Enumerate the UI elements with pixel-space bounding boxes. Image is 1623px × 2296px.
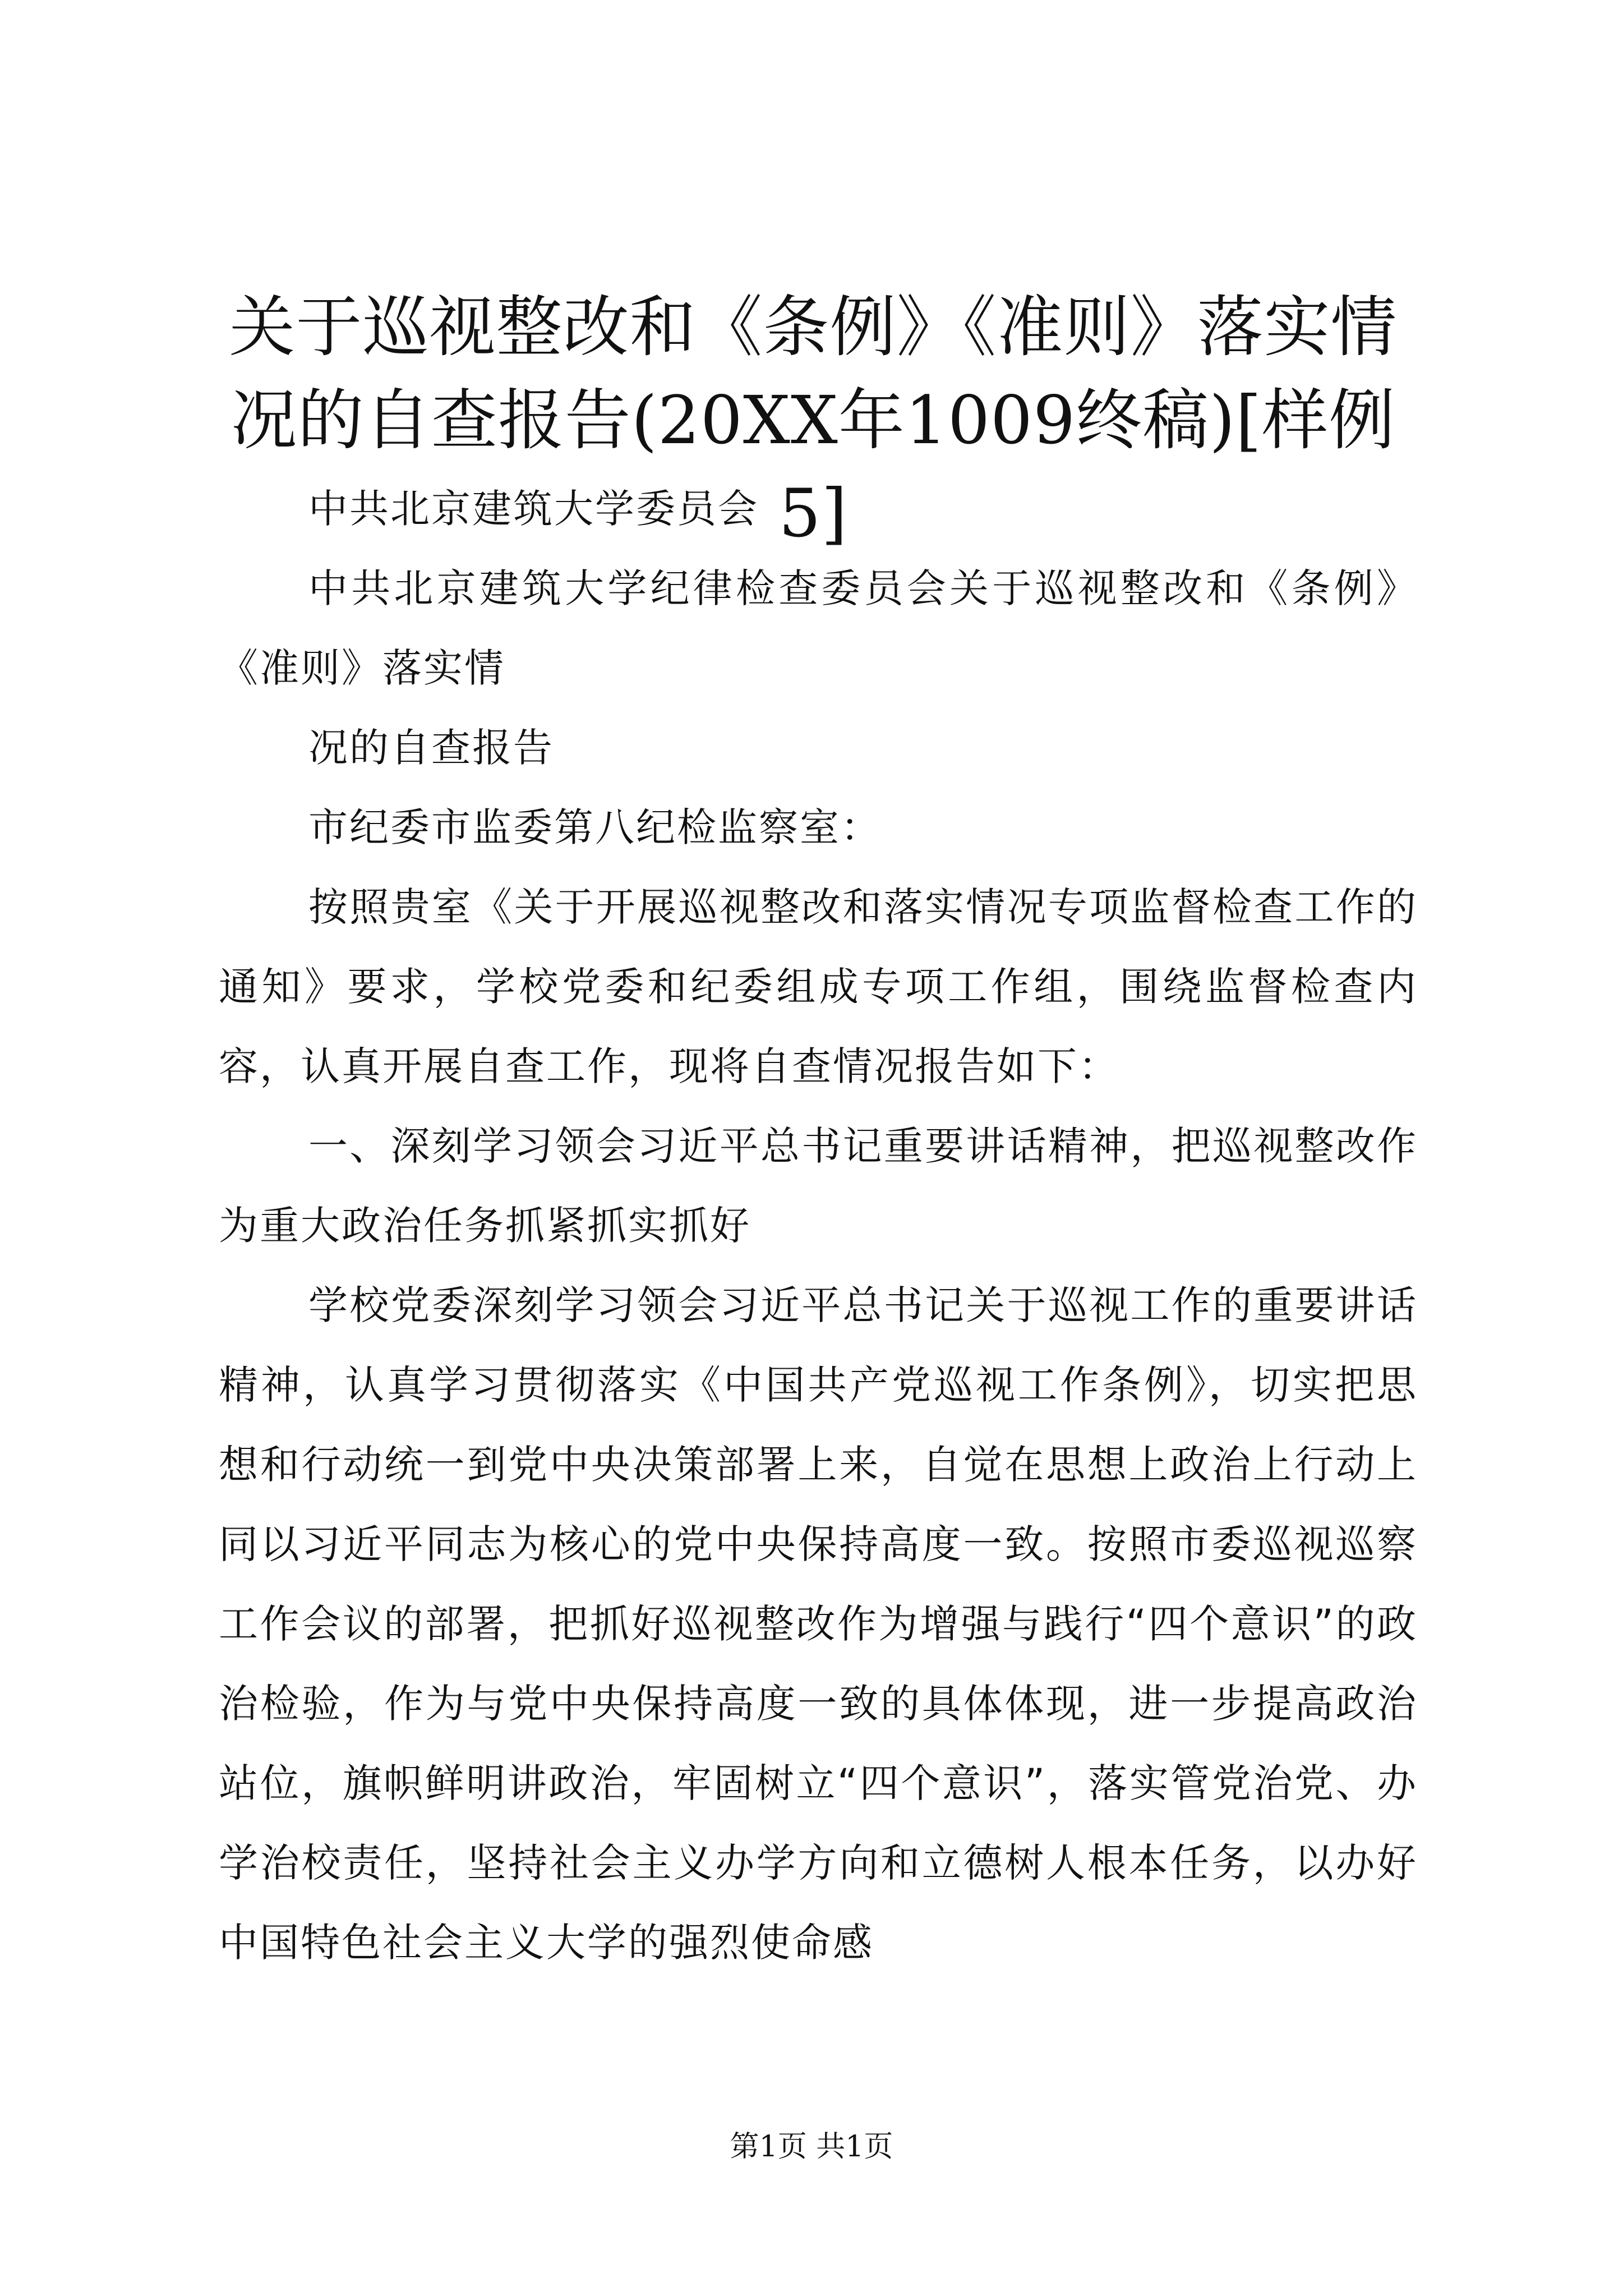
paragraph-party-committee: 中共北京建筑大学委员会 bbox=[308, 486, 759, 532]
paragraph-intro: 按照贵室《关于开展巡视整改和落实情况专项监督检查工作的通知》要求，学校党委和纪委组成专项工作组，围绕监督检查内容，认真开展自查工作，现将自查情况报告如下： bbox=[219, 884, 1418, 1089]
document-body bbox=[219, 469, 1418, 1982]
section-heading-one: 一、深刻学习领会习近平总书记重要讲话精神，把巡视整改作为重大政治任务抓紧抓实抓好 bbox=[219, 1123, 1418, 1249]
paragraph-report-heading-line2: 况的自查报告 bbox=[308, 725, 554, 771]
document-title: 关于巡视整改和《条例》《准则》落实情况的自查报告(20XX年1009终稿)[样例5] bbox=[229, 288, 1398, 552]
paragraph-addressee: 市纪委市监委第八纪检监察室： bbox=[308, 804, 882, 850]
page-number-footer: 第1页 共1页 bbox=[730, 2130, 893, 2164]
paragraph-section-one-body: 学校党委深刻学习领会习近平总书记关于巡视工作的重要讲话精神，认真学习贯彻落实《中国共产党巡视工作条例》，切实把思想和行动统一到党中央决策部署上来，自觉在思想上政治上行动上同以习近平同志为核心的党中央保持高度一致。按照市委巡视巡察工作会议的部署，把抓好巡视整改作为增强与践行“四个意识”的政治检验，作为与党中央保持高度一致的具体体现，进一步提高政治站位，旗帜鲜明讲政治，牢固树立“四个意识”，落实管党治党、办学治校责任，坚持社会主义办学方向和立德树人根本任务，以办好中国特色社会主义大学的强烈使命感 bbox=[219, 1282, 1418, 1966]
paragraph-report-heading-line1: 中共北京建筑大学纪律检查委员会关于巡视整改和《条例》《准则》落实情 bbox=[219, 565, 1418, 691]
